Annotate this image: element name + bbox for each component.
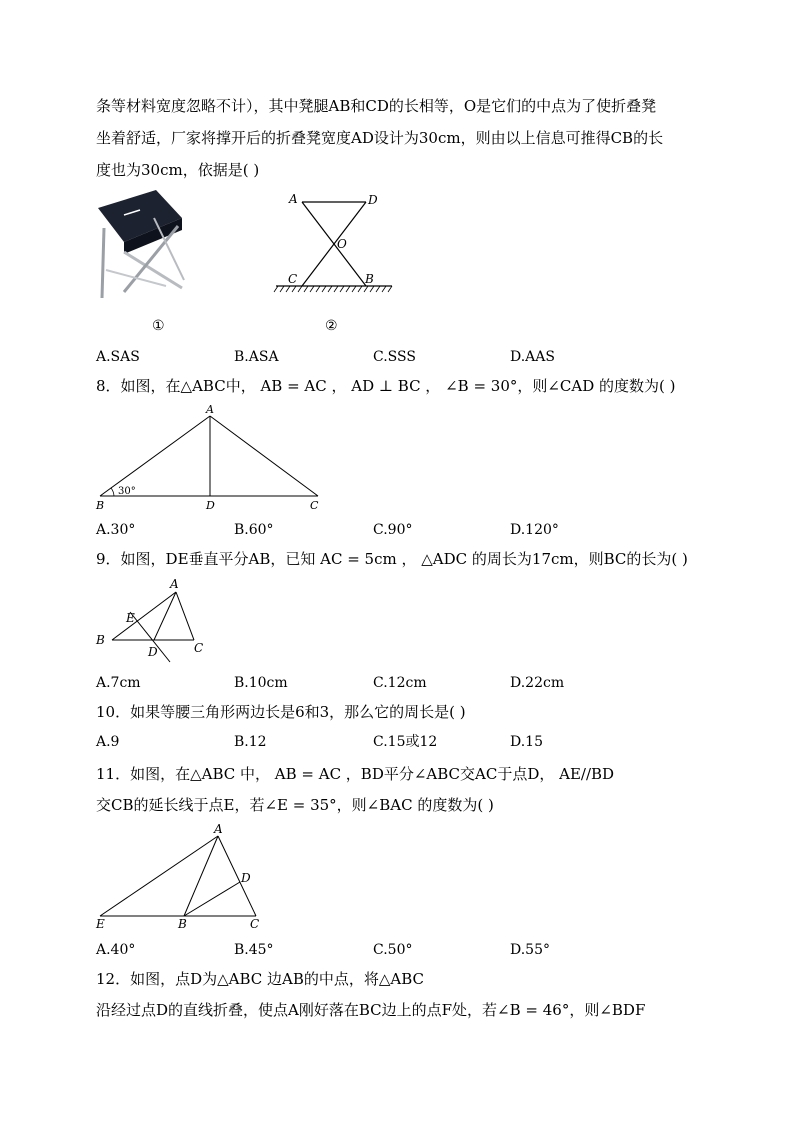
q7-option-c: C.SSS xyxy=(373,349,416,365)
q12-stem-line-2: 沿经过点D的直线折叠，使点A刚好落在BC边上的点F处，若∠B = 46°，则∠BDF xyxy=(96,1001,646,1019)
q7-option-b: B.ASA xyxy=(234,349,279,365)
q7-stem-line-1: 条等材料宽度忽略不计），其中凳腿AB和CD的长相等，O是它们的中点为了使折叠凳 xyxy=(96,97,657,115)
label-B: B xyxy=(365,272,374,286)
q8-angle-label: 30° xyxy=(118,486,136,497)
q7-stem-line-3: 度也为30cm，依据是( ) xyxy=(96,161,260,179)
q8-option-a: A.30° xyxy=(96,522,136,538)
q9-label-D: D xyxy=(148,645,158,659)
q9-option-d: D.22cm xyxy=(510,675,565,691)
q12-stem-line-1: 12．如图，点D为△ABC 边AB的中点，将△ABC xyxy=(96,970,425,988)
q9-label-B: B xyxy=(96,633,105,647)
q10-option-c: C.15或12 xyxy=(373,734,438,750)
q11-label-C: C xyxy=(250,917,260,931)
q9-triangle-diagram xyxy=(94,576,224,666)
q11-stem-line-2: 交CB的延长线于点E，若∠E = 35°，则∠BAC 的度数为( ) xyxy=(96,796,494,814)
q9-label-A: A xyxy=(170,577,179,591)
q9-stem: 9．如图，DE垂直平分AB，已知 AC = 5cm ， △ADC 的周长为17cm，则BC的长为( ) xyxy=(96,550,688,568)
q11-option-d: D.55° xyxy=(510,942,550,958)
figure-label-1: ① xyxy=(152,318,165,334)
label-A: A xyxy=(289,192,298,206)
q10-stem: 10．如果等腰三角形两边长是6和3，那么它的周长是( ) xyxy=(96,703,466,721)
label-O: O xyxy=(337,237,347,251)
q8-triangle-diagram xyxy=(92,402,332,512)
q8-option-b: B.60° xyxy=(234,522,274,538)
q8-label-A: A xyxy=(206,403,214,416)
q8-label-C: C xyxy=(310,499,319,512)
q11-label-A: A xyxy=(214,822,223,836)
q11-option-b: B.45° xyxy=(234,942,274,958)
q11-triangle-diagram xyxy=(94,820,274,935)
q9-option-a: A.7cm xyxy=(96,675,141,691)
q8-label-B: B xyxy=(96,499,105,512)
q8-option-c: C.90° xyxy=(373,522,413,538)
label-D: D xyxy=(368,193,378,207)
q8-label-D: D xyxy=(206,499,215,512)
q11-label-D: D xyxy=(241,871,251,885)
label-C: C xyxy=(288,272,298,286)
q7-stem-line-2: 坐着舒适，厂家将撑开后的折叠凳宽度AD设计为30cm，则由以上信息可推得CB的长 xyxy=(96,129,664,147)
q11-option-a: A.40° xyxy=(96,942,136,958)
q10-option-d: D.15 xyxy=(510,734,543,750)
q8-stem: 8．如图，在△ABC中， AB = AC ， AD ⊥ BC ， ∠B = 30°，则∠CAD 的度数为( ) xyxy=(96,377,676,395)
q11-label-B: B xyxy=(178,917,187,931)
figure-label-2: ② xyxy=(325,318,338,334)
q10-option-b: B.12 xyxy=(234,734,267,750)
q8-option-d: D.120° xyxy=(510,522,559,538)
q10-option-a: A.9 xyxy=(96,734,120,750)
q9-option-b: B.10cm xyxy=(234,675,288,691)
q11-option-c: C.50° xyxy=(373,942,413,958)
q7-option-a: A.SAS xyxy=(96,349,140,365)
q11-stem-line-1: 11．如图，在△ABC 中， AB = AC ，BD平分∠ABC交AC于点D， AE//BD xyxy=(96,765,615,783)
q11-label-E: E xyxy=(96,917,105,931)
folding-stool-image xyxy=(94,190,194,305)
q9-label-C: C xyxy=(194,641,204,655)
stool-diagram xyxy=(274,190,404,300)
q9-option-c: C.12cm xyxy=(373,675,427,691)
q9-label-E: E xyxy=(126,611,135,625)
q7-option-d: D.AAS xyxy=(510,349,555,365)
